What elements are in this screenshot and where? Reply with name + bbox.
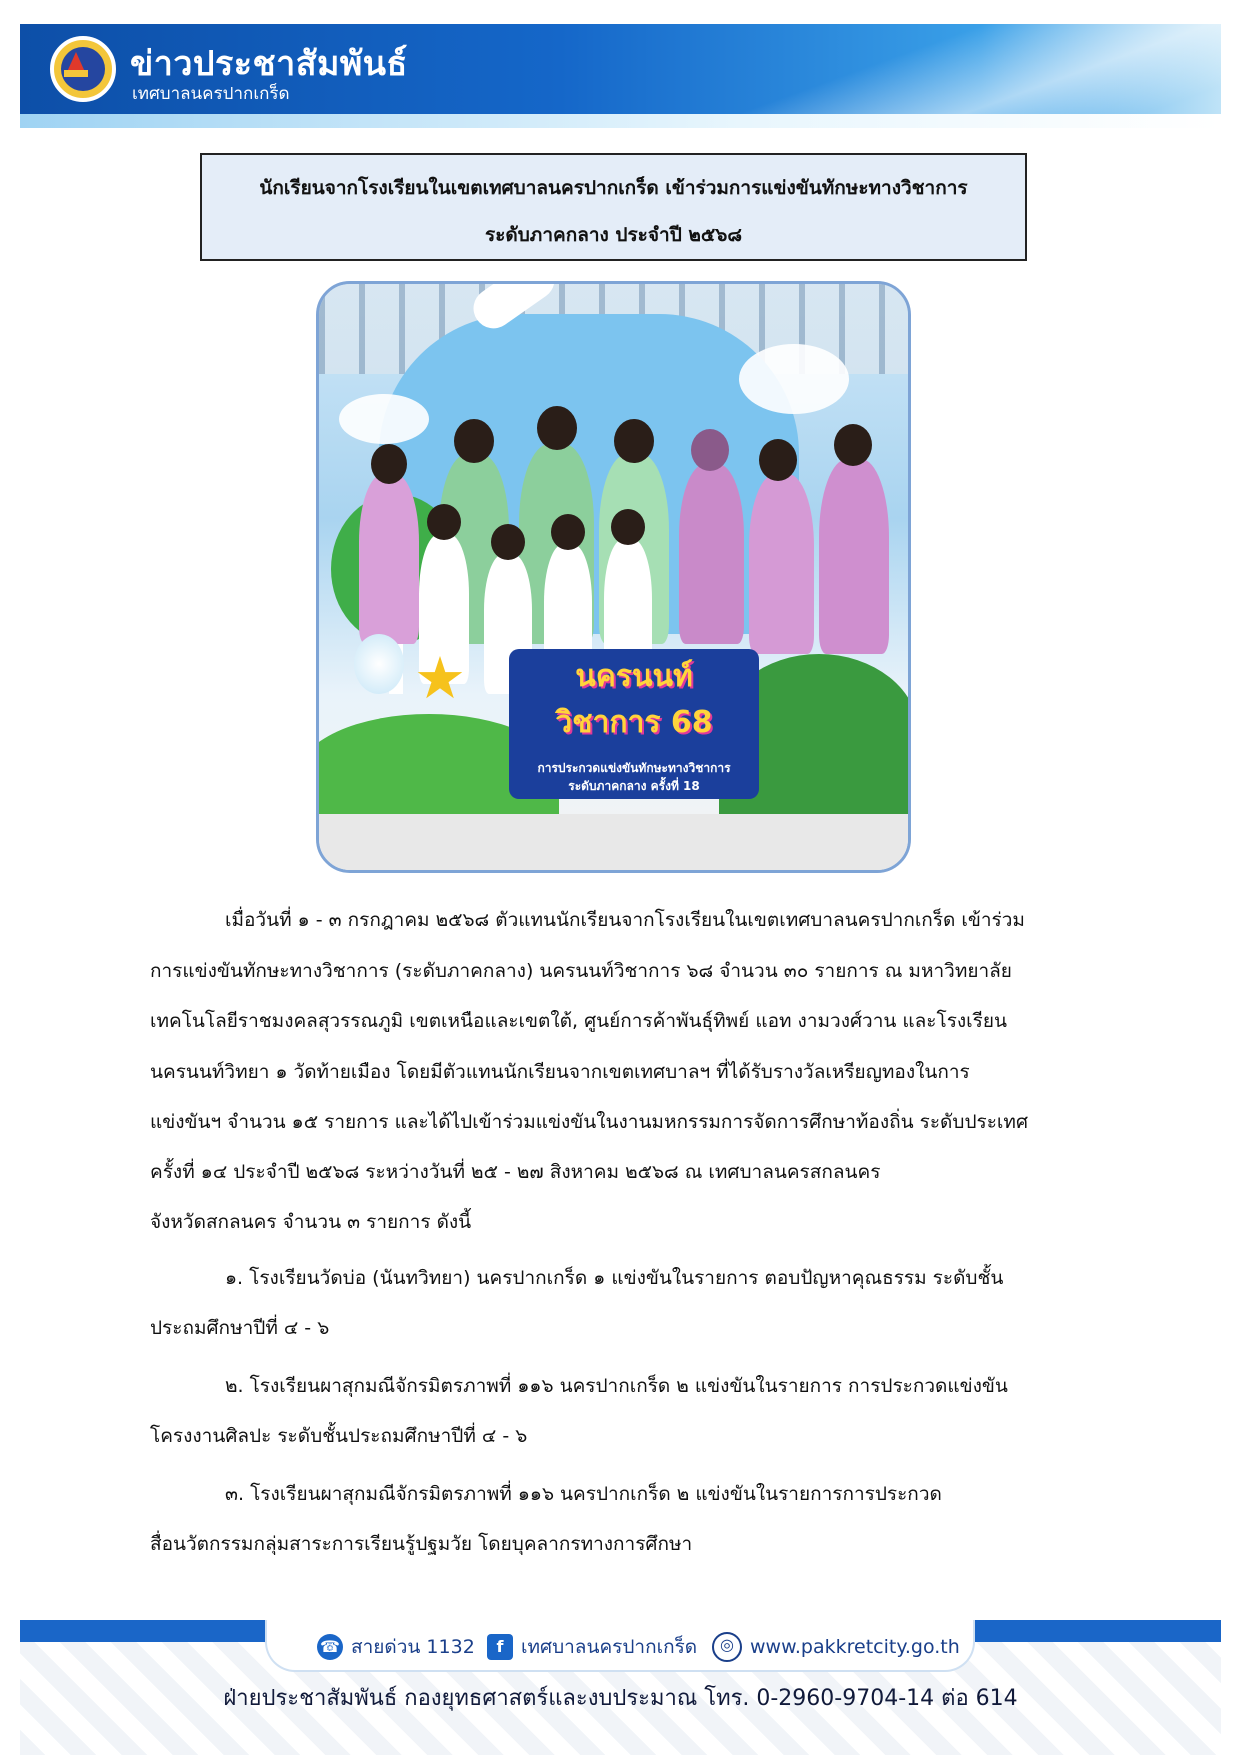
headline-box [200, 153, 1027, 261]
seal-base [64, 70, 88, 77]
person-head [614, 419, 654, 463]
photo-floor [319, 814, 908, 873]
brand-title: ข่าวประชาสัมพันธ์ [130, 44, 408, 84]
list-item-line: สื่อนวัตกรรมกลุ่มสาระการเรียนรู้ปฐมวัย โดยบุคลากรทางการศึกษา [150, 1533, 693, 1555]
person [679, 464, 744, 644]
sign-subtitle-1: การประกวดแข่งขันทักษะทางวิชาการ [537, 761, 731, 775]
person [749, 474, 814, 654]
person-head [834, 424, 872, 466]
list-item-line: โครงงานศิลปะ ระดับชั้นประถมศึกษาปีที่ ๔ - ๖ [150, 1425, 528, 1447]
paragraph-line: เมื่อวันที่ ๑ - ๓ กรกฎาคม ๒๕๖๘ ตัวแทนนักเรียนจากโรงเรียนในเขตเทศบาลนครปากเกร็ด เข้าร่วม [225, 909, 1025, 931]
person-head [454, 419, 494, 463]
phone-icon: ☎ [317, 1634, 343, 1660]
paragraph-line: เทคโนโลยีราชมงคลสุวรรณภูมิ เขตเหนือและเขตใต้, ศูนย์การค้าพันธุ์ทิพย์ แอท งามวงศ์วาน และโรงเรียน [150, 1010, 1008, 1032]
facebook-icon: f [487, 1634, 513, 1660]
header-band [20, 114, 1221, 128]
event-photo [316, 281, 911, 873]
star-icon: ★ [414, 644, 466, 712]
header-banner [20, 24, 1221, 128]
sign-subtitle-2: ระดับภาคกลาง ครั้งที่ 18 [568, 779, 700, 793]
header-swoosh [741, 24, 1221, 128]
person-head [371, 444, 407, 484]
paragraph-line: การแข่งขันทักษะทางวิชาการ (ระดับภาคกลาง) นครนนท์วิชาการ ๖๘ จำนวน ๓๐ รายการ ณ มหาวิทยาลัย [150, 960, 1012, 982]
event-sign [509, 649, 759, 799]
student-head [611, 509, 645, 545]
globe-icon: ◎ [712, 1632, 742, 1662]
paragraph-line: ครั้งที่ ๑๔ ประจำปี ๒๕๖๘ ระหว่างวันที่ ๒๕ - ๒๗ สิงหาคม ๒๕๖๘ ณ เทศบาลนครสกลนคร [150, 1161, 881, 1183]
footer [20, 1620, 1221, 1755]
hotline-text: สายด่วน 1132 [351, 1636, 475, 1658]
list-item-line: ประถมศึกษาปีที่ ๔ - ๖ [150, 1317, 330, 1339]
lightbulb-icon [354, 634, 404, 694]
headline-line-1: นักเรียนจากโรงเรียนในเขตเทศบาลนครปากเกร็ด เข้าร่วมการแข่งขันทักษะทางวิชาการ [259, 177, 968, 199]
paragraph-line: แข่งขันฯ จำนวน ๑๕ รายการ และได้ไปเข้าร่วมแข่งขันในงานมหกรรมการจัดการศึกษาท้องถิ่น ระดับประเทศ [150, 1111, 1029, 1133]
student-head [427, 504, 461, 540]
sign-title-2: วิชาการ 68 [555, 705, 713, 740]
facebook-text: เทศบาลนครปากเกร็ด [521, 1636, 698, 1658]
list-item-line: ๓. โรงเรียนผาสุกมณีจักรมิตรภาพที่ ๑๑๖ นครปากเกร็ด ๒ แข่งขันในรายการการประกวด [225, 1483, 942, 1505]
person-head [759, 439, 797, 481]
footer-contact-tab [265, 1620, 975, 1672]
person-head [537, 406, 577, 450]
sign-title-1: นครนนท์ [575, 659, 693, 694]
hotline-contact[interactable] [317, 1632, 475, 1662]
student-head [551, 514, 585, 550]
photo-cloud [739, 344, 849, 414]
website-contact[interactable] [712, 1632, 960, 1662]
headline-line-2: ระดับภาคกลาง ประจำปี ๒๕๖๘ [485, 224, 742, 246]
paragraph-line: จังหวัดสกลนคร จำนวน ๓ รายการ ดังนี้ [150, 1211, 472, 1233]
photo-cloud [339, 394, 429, 444]
student-head [491, 524, 525, 560]
paragraph-line: นครนนท์วิทยา ๑ วัดท้ายเมือง โดยมีตัวแทนนักเรียนจากเขตเทศบาลฯ ที่ได้รับรางวัลเหรียญทองในการ [150, 1061, 970, 1083]
list-item-line: ๒. โรงเรียนผาสุกมณีจักรมิตรภาพที่ ๑๑๖ นครปากเกร็ด ๒ แข่งขันในรายการ การประกวดแข่งขัน [225, 1375, 1008, 1397]
office-contact-line: ฝ่ายประชาสัมพันธ์ กองยุทธศาสตร์และงบประมาณ โทร. 0-2960-9704-14 ต่อ 614 [223, 1686, 1018, 1711]
person [359, 474, 419, 644]
facebook-contact[interactable] [487, 1632, 697, 1662]
seal-shrine-icon [67, 52, 85, 72]
brand-subtitle: เทศบาลนครปากเกร็ด [132, 84, 290, 104]
person [819, 459, 889, 654]
list-item-line: ๑. โรงเรียนวัดบ่อ (นันทวิทยา) นครปากเกร็ด ๑ แข่งขันในรายการ ตอบปัญหาคุณธรรม ระดับชั้น [225, 1267, 1004, 1289]
website-text: www.pakkretcity.go.th [750, 1636, 960, 1658]
city-seal-logo [50, 36, 116, 102]
person-head [691, 429, 729, 471]
